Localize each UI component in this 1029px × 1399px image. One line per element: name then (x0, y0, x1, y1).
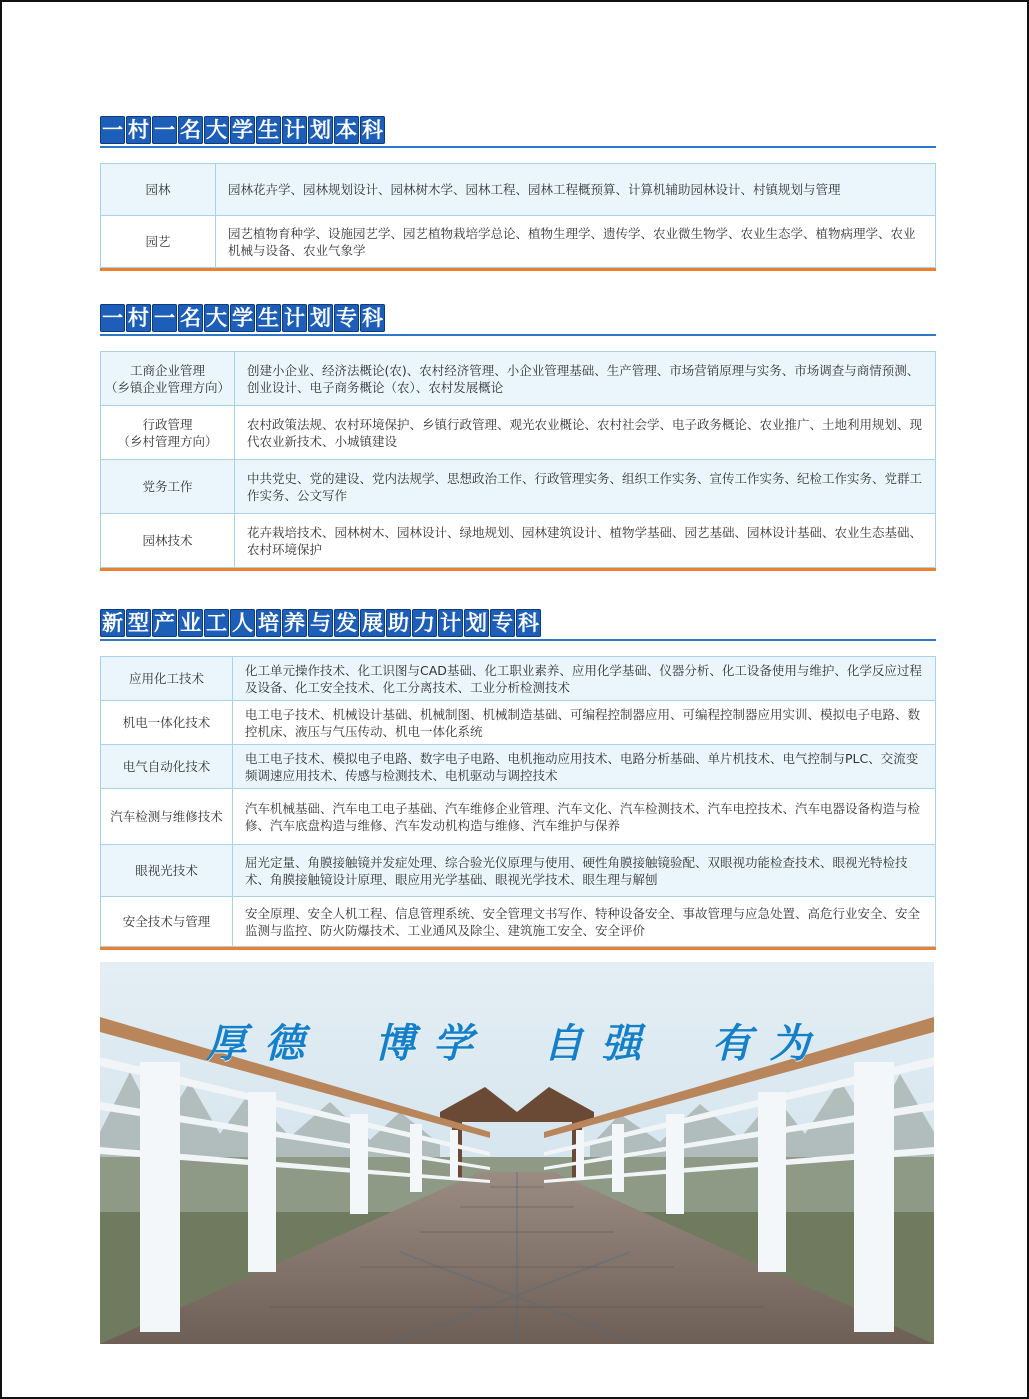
orange-divider (100, 568, 936, 571)
major-name-line: 电气自动化技术 (122, 759, 211, 774)
title-char: 业 (180, 611, 201, 635)
section-title-text (100, 304, 385, 332)
major-name (101, 657, 233, 701)
table-row (101, 701, 936, 745)
course-list: 园林花卉学、园林规划设计、园林树木学、园林工程、园林工程概预算、计算机辅助园林设计、村镇规划与管理 (216, 164, 936, 216)
title-char: 人 (232, 611, 253, 635)
course-list: 电工电子技术、机械设计基础、机械制图、机械制造基础、可编程控制器应用、可编程控制器应用实训、模拟电子电路、数控机床、液压与气压传动、机电一体化系统 (233, 701, 936, 745)
title-char: 产 (154, 611, 175, 635)
title-char: 展 (362, 611, 383, 635)
major-name (101, 897, 233, 947)
major-name (101, 352, 235, 406)
title-char: 助 (388, 611, 409, 635)
title-char: 科 (518, 611, 539, 635)
major-name (101, 216, 216, 268)
course-list: 花卉栽培技术、园林树木、园林设计、绿地规划、园林建筑设计、植物学基础、园艺基础、园林设计基础、农业生态基础、农村环境保护 (235, 514, 936, 568)
table-row (101, 216, 936, 268)
title-char: 大 (206, 306, 227, 330)
major-name (101, 406, 235, 460)
course-list: 电工电子技术、模拟电子电路、数字电子电路、电机拖动应用技术、电路分析基础、单片机技术、电气控制与PLC、交流变频调速应用技术、传感与检测技术、电机驱动与调控技术 (233, 745, 936, 789)
title-char: 生 (258, 118, 279, 142)
course-list: 农村政策法规、农村环境保护、乡镇行政管理、观光农业概论、农村社会学、电子政务概论、农业推广、土地利用规划、现代农业新技术、小城镇建设 (235, 406, 936, 460)
course-list: 园艺植物育种学、设施园艺学、园艺植物栽培学总论、植物生理学、遗传学、农业微生物学、农业生态学、植物病理学、农业机械与设备、农业气象学 (216, 216, 936, 268)
title-char: 计 (284, 306, 305, 330)
title-char: 学 (232, 118, 253, 142)
course-table (100, 163, 936, 268)
title-char: 发 (336, 611, 357, 635)
title-char: 专 (336, 306, 357, 330)
table-row (101, 460, 936, 514)
section-industry (100, 601, 936, 950)
title-char: 一 (154, 118, 175, 142)
table-row (101, 514, 936, 568)
title-char: 一 (102, 306, 123, 330)
major-name (101, 845, 233, 897)
major-name (101, 789, 233, 845)
section-title-text (100, 609, 541, 637)
major-name-line: 机电一体化技术 (122, 715, 211, 730)
title-char: 养 (284, 611, 305, 635)
course-table (100, 351, 936, 568)
course-list: 屈光定量、角膜接触镜并发症处理、综合验光仪原理与使用、硬性角膜接触镜验配、双眼视功能检查技术、眼视光特检技术、角膜接触镜设计原理、眼应用光学基础、眼视光学技术、眼生理与解刨 (233, 845, 936, 897)
section-title (100, 108, 936, 144)
title-char: 村 (128, 118, 149, 142)
major-name-line: 工商企业管理 (129, 362, 205, 378)
major-name-line: 园林技术 (142, 533, 193, 548)
title-char: 大 (206, 118, 227, 142)
motto-word: 有为 (711, 1020, 828, 1067)
table-row (101, 897, 936, 947)
section-title (100, 601, 936, 637)
major-name-line: 园艺 (145, 234, 171, 249)
title-char: 一 (154, 306, 175, 330)
title-char: 划 (466, 611, 487, 635)
title-char: 计 (440, 611, 461, 635)
major-name-line: 园林 (145, 182, 171, 197)
table-row (101, 352, 936, 406)
title-char: 划 (310, 306, 331, 330)
table-row (101, 406, 936, 460)
major-name (101, 460, 235, 514)
title-char: 科 (362, 118, 383, 142)
major-name (101, 164, 216, 216)
course-list: 安全原理、安全人机工程、信息管理系统、安全管理文书写作、特种设备安全、事故管理与应急处置、高危行业安全、安全监测与监控、防火防爆技术、工业通风及除尘、建筑施工安全、安全评价 (233, 897, 936, 947)
title-char: 科 (362, 306, 383, 330)
course-list: 创建小企业、经济法概论(农)、农村经济管理、小企业管理基础、生产管理、市场营销原理与实务、市场调查与商情预测、创业设计、电子商务概论（农）、农村发展概论 (235, 352, 936, 406)
orange-divider (100, 268, 936, 271)
section-associate (100, 296, 936, 571)
title-char: 本 (336, 118, 357, 142)
title-char: 名 (180, 118, 201, 142)
table-row (101, 789, 936, 845)
major-name-line: 应用化工技术 (128, 671, 204, 686)
title-char: 力 (414, 611, 435, 635)
title-char: 学 (232, 306, 253, 330)
title-char: 与 (310, 611, 331, 635)
major-name (101, 701, 233, 745)
major-name-line: 行政管理 (142, 416, 193, 432)
orange-divider (100, 947, 936, 950)
course-list: 化工单元操作技术、化工识图与CAD基础、化工职业素养、应用化学基础、仪器分析、化工设备使用与维护、化学反应过程及设备、化工安全技术、化工分离技术、工业分析检测技术 (233, 657, 936, 701)
title-char: 工 (206, 611, 227, 635)
course-list: 汽车机械基础、汽车电工电子基础、汽车维修企业管理、汽车文化、汽车检测技术、汽车电控技术、汽车电器设备构造与检修、汽车底盘构造与维修、汽车发动机构造与维修、汽车维护与保养 (233, 789, 936, 845)
course-table (100, 656, 936, 947)
table-row (101, 164, 936, 216)
title-char: 村 (128, 306, 149, 330)
section-title-text (100, 116, 385, 144)
major-name-line: 安全技术与管理 (122, 914, 211, 929)
motto-word: 自强 (543, 1020, 660, 1067)
campus-bridge-photo (100, 962, 934, 1344)
major-name-line: （乡镇企业管理方向） (104, 379, 230, 395)
title-char: 专 (492, 611, 513, 635)
title-char: 名 (180, 306, 201, 330)
title-char: 计 (284, 118, 305, 142)
school-motto (100, 1012, 934, 1069)
major-name-line: 眼视光技术 (135, 863, 198, 878)
title-char: 生 (258, 306, 279, 330)
title-underline (100, 146, 936, 148)
table-row (101, 745, 936, 789)
major-name (101, 514, 235, 568)
motto-word: 厚德 (206, 1020, 323, 1067)
title-char: 培 (258, 611, 279, 635)
section-undergrad (100, 108, 936, 271)
title-char: 新 (102, 611, 123, 635)
title-char: 划 (310, 118, 331, 142)
course-list: 中共党史、党的建设、党内法规学、思想政治工作、行政管理实务、组织工作实务、宣传工作实务、纪检工作实务、党群工作实务、公文写作 (235, 460, 936, 514)
motto-word: 博学 (374, 1020, 491, 1067)
major-name-line: 汽车检测与维修技术 (110, 809, 223, 824)
section-title (100, 296, 936, 332)
title-char: 一 (102, 118, 123, 142)
major-name (101, 745, 233, 789)
table-row (101, 845, 936, 897)
title-underline (100, 334, 936, 336)
title-underline (100, 639, 936, 641)
title-char: 型 (128, 611, 149, 635)
major-name-line: 党务工作 (142, 479, 193, 494)
table-row (101, 657, 936, 701)
major-name-line: （乡村管理方向） (117, 433, 218, 449)
